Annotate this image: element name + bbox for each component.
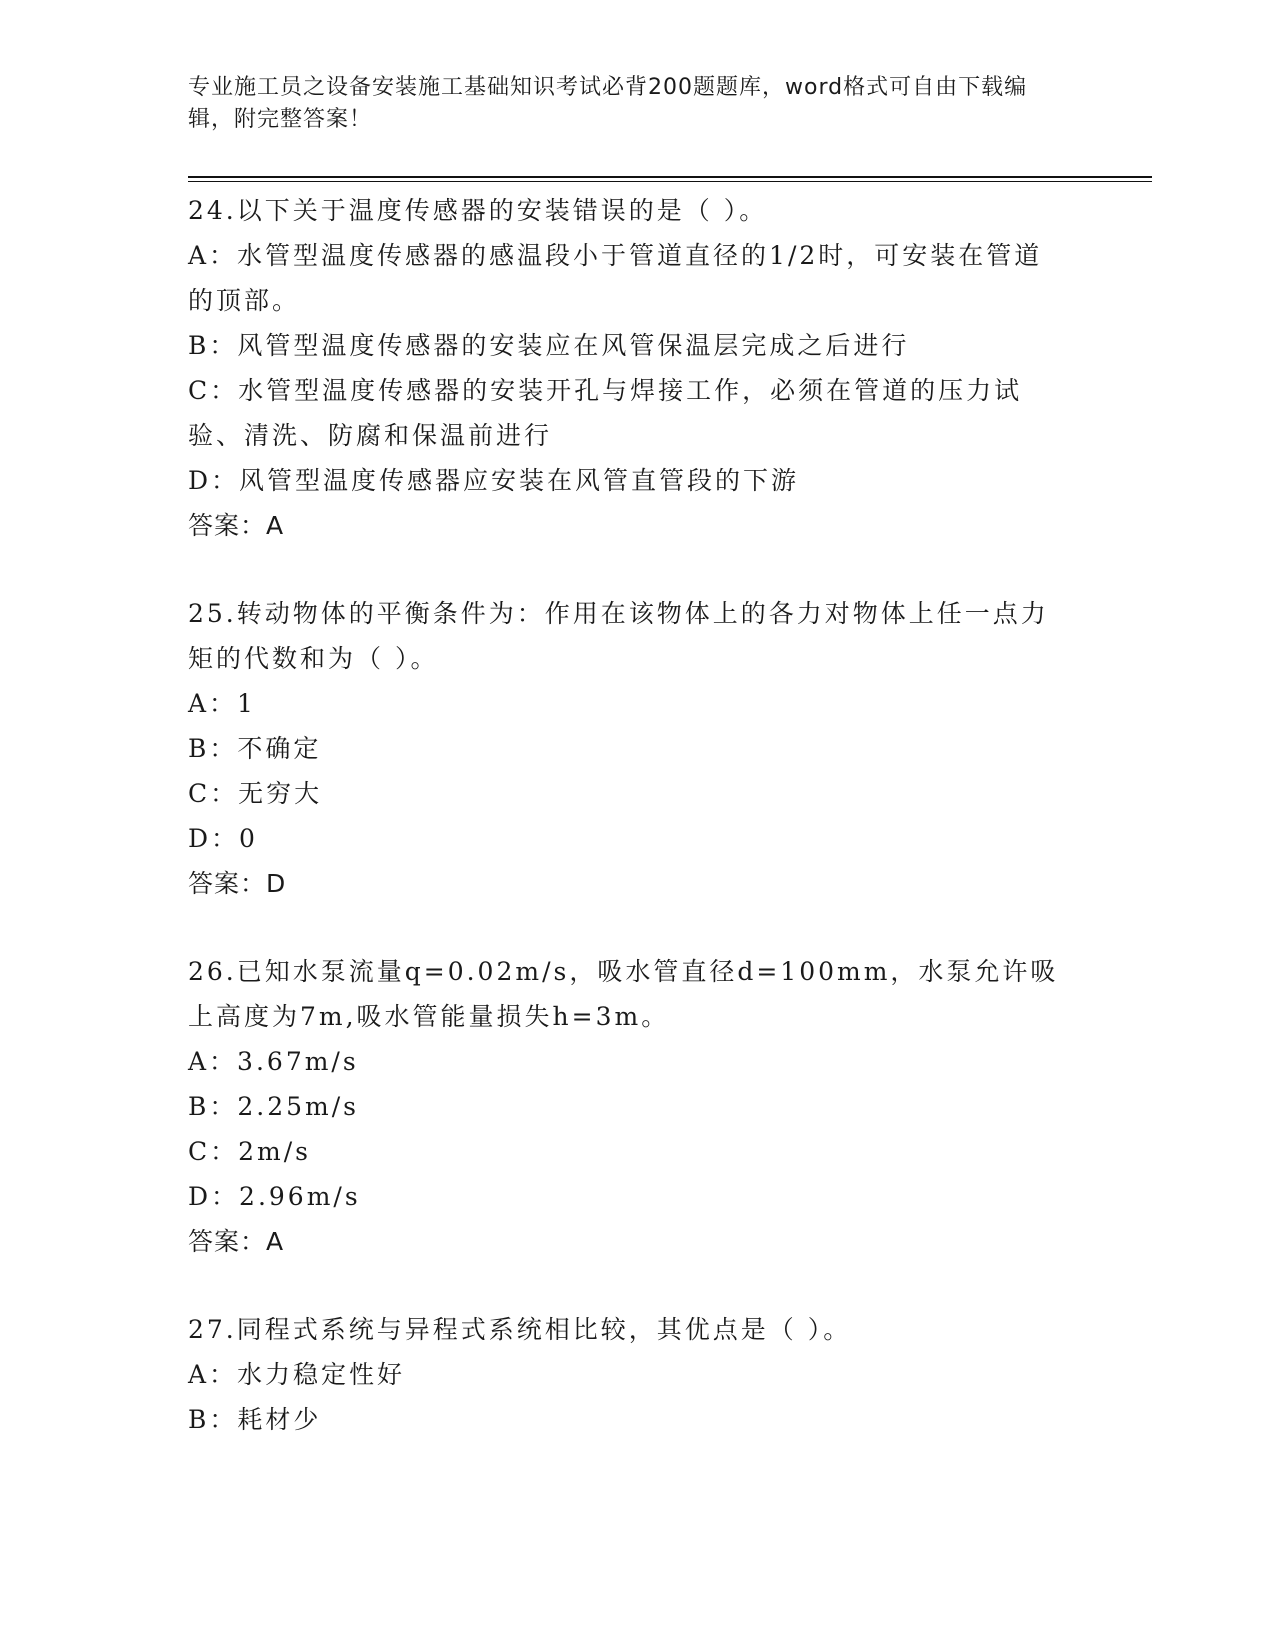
option-b: B：耗材少: [188, 1405, 322, 1434]
answer-label: 答案：D: [188, 869, 287, 898]
question-text: 24.以下关于温度传感器的安装错误的是（ ）。: [188, 196, 768, 225]
option-b: B：不确定: [188, 734, 322, 763]
option-a: A：水管型温度传感器的感温段小于管道直径的1/2时，可安装在管道的顶部。: [188, 241, 1043, 315]
question-text: 26.已知水泵流量q=0.02m/s，吸水管直径d=100mm，水泵允许吸上高度为7m,吸水管能量损失h=3m。: [188, 957, 1059, 1031]
option-c: C：水管型温度传感器的安装开孔与焊接工作，必须在管道的压力试验、清洗、防腐和保温前进行: [188, 376, 1023, 450]
question-26: [188, 949, 1068, 1264]
option-c: C：2m/s: [188, 1137, 311, 1166]
document-title: 专业施工员之设备安装施工基础知识考试必背200题题库，word格式可自由下载编辑，附完整答案！: [188, 75, 1028, 132]
option-d: D：风管型温度传感器应安装在风管直管段的下游: [188, 466, 800, 495]
option-d: D：2.96m/s: [188, 1182, 361, 1211]
option-a: A：1: [188, 689, 256, 718]
option-d: D：0: [188, 824, 258, 853]
answer-label: 答案：A: [188, 1227, 285, 1256]
option-b: B：2.25m/s: [188, 1092, 359, 1121]
question-27: [188, 1307, 1068, 1442]
question-text: 27.同程式系统与异程式系统相比较，其优点是（ ）。: [188, 1315, 852, 1344]
header-divider: [188, 176, 1152, 182]
option-c: C：无穷大: [188, 779, 323, 808]
question-list: [188, 188, 1068, 1485]
option-a: A：3.67m/s: [188, 1047, 359, 1076]
answer-label: 答案：A: [188, 511, 285, 540]
question-24: [188, 188, 1068, 548]
option-a: A：水力稳定性好: [188, 1360, 406, 1389]
option-b: B：风管型温度传感器的安装应在风管保温层完成之后进行: [188, 331, 910, 360]
question-25: [188, 591, 1068, 906]
question-text: 25.转动物体的平衡条件为：作用在该物体上的各力对物体上任一点力矩的代数和为（ ）。: [188, 599, 1049, 673]
